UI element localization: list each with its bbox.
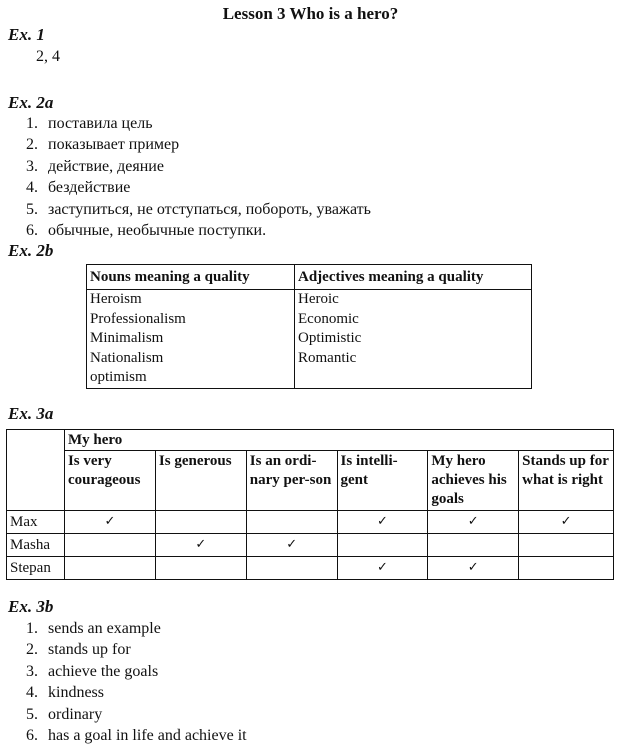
check-mark-cell: ✓ xyxy=(519,511,614,534)
ex2a-list xyxy=(14,113,371,241)
list-item: 5. ordinary xyxy=(26,705,103,723)
table-cell: Economic xyxy=(295,310,532,330)
corner-cell xyxy=(7,430,65,511)
check-mark-cell xyxy=(519,557,614,580)
hero-traits-table xyxy=(6,429,614,580)
page-title: Lesson 3 Who is a hero? xyxy=(222,4,399,23)
table-row xyxy=(87,310,532,330)
list-item: 3. achieve the goals xyxy=(26,662,159,680)
check-mark-cell: ✓ xyxy=(155,534,246,557)
list-item: 6. has a goal in life and achieve it xyxy=(26,726,247,744)
group-header: My hero xyxy=(64,430,613,451)
column-header: Adjectives meaning a quality xyxy=(295,265,532,290)
table-row xyxy=(87,329,532,349)
table-row xyxy=(87,349,532,369)
table-cell: Heroism xyxy=(87,290,295,310)
check-mark-cell: ✓ xyxy=(64,511,155,534)
table-cell: Romantic xyxy=(295,349,532,369)
table-cell: optimism xyxy=(87,368,295,388)
table-header-row xyxy=(87,265,532,290)
ex1-answer: 2, 4 xyxy=(36,48,60,65)
table-row xyxy=(7,511,614,534)
list-item: 4. бездействие xyxy=(26,179,131,197)
table-cell: Professionalism xyxy=(87,310,295,330)
check-mark-cell xyxy=(64,557,155,580)
column-header: Nouns meaning a quality xyxy=(87,265,295,290)
check-mark-cell: ✓ xyxy=(337,557,428,580)
qualities-table xyxy=(86,264,532,389)
check-mark-cell xyxy=(519,534,614,557)
column-header: Stands up for what is right xyxy=(519,451,614,511)
ex1-heading: Ex. 1 xyxy=(8,25,45,44)
list-item: 1. sends an example xyxy=(26,620,161,637)
list-item: 1. поставила цель xyxy=(26,115,153,132)
list-item: 2. показывает пример xyxy=(26,136,180,154)
table-row xyxy=(7,534,614,557)
check-mark-cell xyxy=(428,534,519,557)
row-name: Max xyxy=(7,511,65,534)
table-cell: Optimistic xyxy=(295,329,532,349)
ex2b-heading: Ex. 2b xyxy=(8,241,54,260)
table-row xyxy=(7,557,614,580)
check-mark-cell xyxy=(246,557,337,580)
row-name: Stepan xyxy=(7,557,65,580)
check-mark-cell xyxy=(155,557,246,580)
table-group-row xyxy=(7,430,614,451)
check-mark-cell xyxy=(246,511,337,534)
column-header: My hero achieves his goals xyxy=(428,451,519,511)
ex2a-heading: Ex. 2a xyxy=(8,93,54,112)
table-header-row xyxy=(7,451,614,511)
list-item: 5. заступиться, не отступаться, побороть, уважать xyxy=(26,200,371,218)
check-mark-cell xyxy=(155,511,246,534)
check-mark-cell xyxy=(64,534,155,557)
column-header: Is an ordi-nary per-son xyxy=(246,451,337,511)
check-mark-cell: ✓ xyxy=(428,557,519,580)
row-name: Masha xyxy=(7,534,65,557)
list-item: 2. stands up for xyxy=(26,641,131,659)
ex3a-heading: Ex. 3a xyxy=(8,404,54,423)
column-header: Is generous xyxy=(155,451,246,511)
ex3b-list xyxy=(14,618,247,746)
column-header: Is intelli-gent xyxy=(337,451,428,511)
table-cell xyxy=(295,368,532,388)
table-cell: Nationalism xyxy=(87,349,295,369)
table-cell: Minimalism xyxy=(87,329,295,349)
table-row xyxy=(87,290,532,310)
check-mark-cell xyxy=(337,534,428,557)
list-item: 3. действие, деяние xyxy=(26,157,164,175)
column-header: Is very courageous xyxy=(64,451,155,511)
table-cell: Heroic xyxy=(295,290,532,310)
check-mark-cell: ✓ xyxy=(246,534,337,557)
table-row xyxy=(87,368,532,388)
list-item: 6. обычные, необычные поступки. xyxy=(26,221,267,239)
check-mark-cell: ✓ xyxy=(428,511,519,534)
list-item: 4. kindness xyxy=(26,684,104,702)
check-mark-cell: ✓ xyxy=(337,511,428,534)
ex3b-heading: Ex. 3b xyxy=(8,597,54,616)
